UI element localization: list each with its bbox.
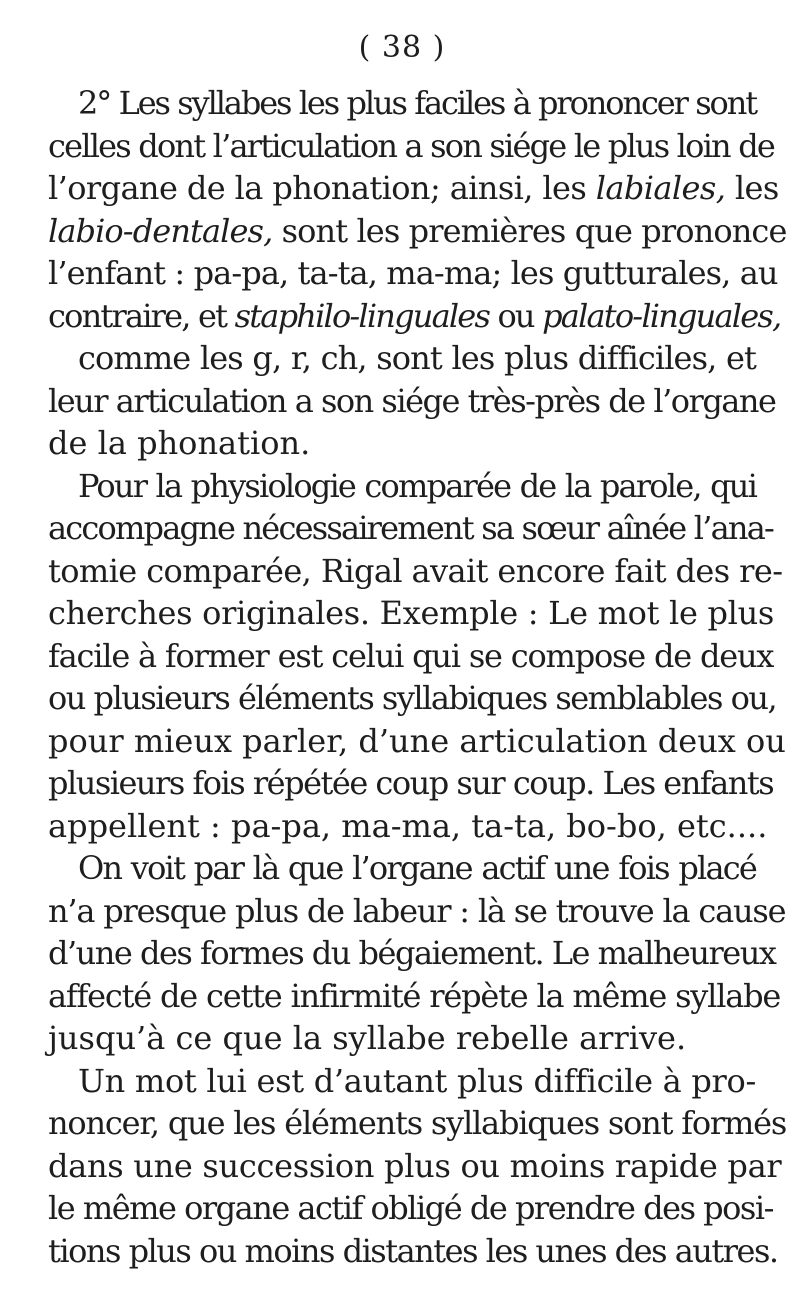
text-line: de la phonation. xyxy=(48,424,311,462)
text-line: pour mieux parler, d’une articulation deux ou xyxy=(48,721,786,760)
text-line: Un mot lui est d’autant plus difficile à pro- xyxy=(78,1061,756,1100)
text-line: Pour la physiologie comparée de la parole, qui xyxy=(78,466,756,505)
paragraph-3 xyxy=(48,847,786,1060)
text-line: noncer, que les éléments syllabiques sont formés xyxy=(48,1104,787,1142)
text-line: ou plusieurs éléments syllabiques semblables ou, xyxy=(48,679,777,717)
text-line: d’une des formes du bégaiement. Le malheureux xyxy=(48,934,776,972)
text-span: ou xyxy=(489,296,543,335)
text-line: On voit par là que l’organe actif une fois placé xyxy=(78,849,756,887)
text-line xyxy=(48,295,781,338)
text-line xyxy=(48,210,787,253)
italic-term: staphilo-linguales xyxy=(234,296,490,335)
text-line: tomie comparée, Rigal avait encore fait des re- xyxy=(48,551,783,590)
text-line: n’a presque plus de labeur : là se trouve la cause xyxy=(48,891,786,930)
paragraph-4 xyxy=(48,1060,787,1273)
text-line: cherches originales. Exemple : Le mot le plus xyxy=(48,594,775,632)
text-line: facile à former est celui qui se compose de deux xyxy=(48,636,774,675)
italic-term: labio-dentales, xyxy=(48,211,273,250)
text-line: le même organe actif obligé de prendre des posi- xyxy=(48,1189,773,1227)
text-span: sont les premières que prononce xyxy=(272,211,787,250)
text-line: l’enfant : pa-pa, ta-ta, ma-ma; les gutturales, au xyxy=(48,254,778,292)
italic-term: palato-linguales, xyxy=(542,296,781,335)
text-line: accompagne nécessairement sa sœur aînée l’ana- xyxy=(48,509,773,547)
text-line: affecté de cette infirmité répète la même syllabe xyxy=(48,976,781,1015)
text-span: contraire, et xyxy=(48,296,235,335)
text-line: 2° Les syllabes les plus faciles à prononcer sont xyxy=(78,84,756,122)
italic-term: labiales, xyxy=(595,169,726,207)
page-number: ( 38 ) xyxy=(358,30,446,65)
paragraph-2 xyxy=(48,465,786,848)
text-line: l’organe de la phonation; ainsi, les labiales, les xyxy=(48,169,779,207)
text-line: tions plus ou moins distantes les unes des autres. xyxy=(48,1231,778,1270)
text-line: appellent : pa-pa, ma-ma, ta-ta, bo-bo, etc.... xyxy=(48,806,768,845)
text-line: leur articulation a son siége très-près de l’organe xyxy=(48,381,776,420)
text-line: jusqu’à ce que la syllabe rebelle arrive. xyxy=(48,1019,687,1057)
text-span: l’organe de la phonation; ainsi, les xyxy=(48,169,596,207)
text-line: celles dont l’articulation a son siége le plus loin de xyxy=(48,126,775,165)
paragraph-1 xyxy=(48,82,787,465)
text-line: comme les g, r, ch, sont les plus difficiles, et xyxy=(78,339,756,377)
text-line: plusieurs fois répétée coup sur coup. Les enfants xyxy=(48,764,774,802)
text-line: dans une succession plus ou moins rapide par xyxy=(48,1146,782,1185)
